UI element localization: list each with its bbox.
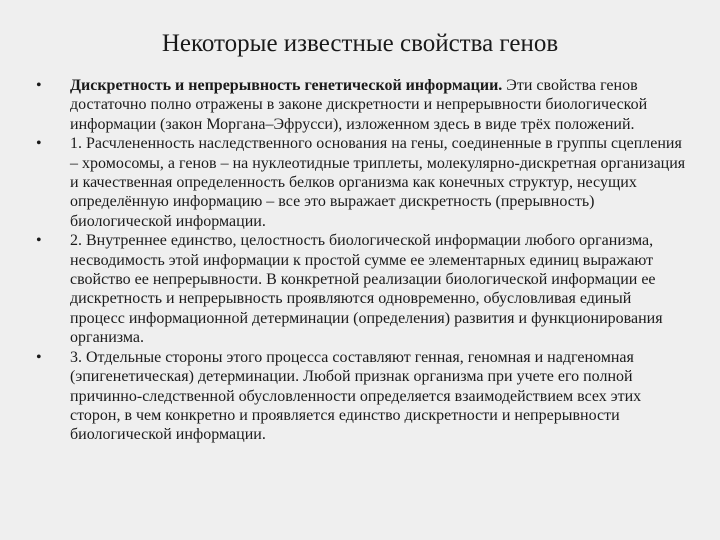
bullet-marker: • bbox=[36, 232, 42, 250]
slide-title: Некоторые известные свойства генов bbox=[161, 30, 559, 57]
bullet-item-2 bbox=[0, 134, 720, 231]
bullet-marker: • bbox=[36, 348, 42, 366]
bullet-marker: • bbox=[36, 135, 42, 153]
bullet-list bbox=[0, 76, 720, 445]
bullet-text: 2. Внутреннее единство, целостность биологической информации любого организма, несводимость этой информации к простой сумме ее элементарных единиц выражают свойство ее непрерывности. В конкретной реализации биологической информации ее дискретность и непрерывность проявляются одновременно, обусловливая единый процесс информационной детерминации (определения) развития и функционирования организма. bbox=[70, 232, 663, 347]
bullet-marker: • bbox=[36, 77, 42, 94]
bullet-text: Эти свойства генов достаточно полно отражены в законе дискретности и непрерывности биологической информации (закон Моргана–Эфрусси), изложенном здесь в виде трёх положений. bbox=[70, 77, 648, 133]
bullet-text: 3. Отдельные стороны этого процесса составляют генная, геномная и надгеномная (эпигенетическая) детерминации. Любой признак организма при учете его полной причинно-следственной обусловленности определяется взаимодействием всех этих сторон, в чем конкретно и проявляется единство дискретности и непрерывности биологической информации. bbox=[70, 348, 642, 444]
bullet-item-3 bbox=[0, 231, 720, 347]
bullet-item-4 bbox=[0, 348, 720, 445]
bullet-item-1 bbox=[0, 76, 720, 134]
bullet-text: 1. Расчлененность наследственного основания на гены, соединенные в группы сцепления – хромосомы, а генов – на нуклеотидные триплеты, молекулярно-дискретная организация и качественная определенность белков организма как конечных структур, несущих определённую информацию – все это выражает дискретность (прерывность) биологической информации. bbox=[70, 135, 686, 230]
bullet-lead: Дискретность и непрерывность генетической информации. bbox=[70, 77, 503, 94]
